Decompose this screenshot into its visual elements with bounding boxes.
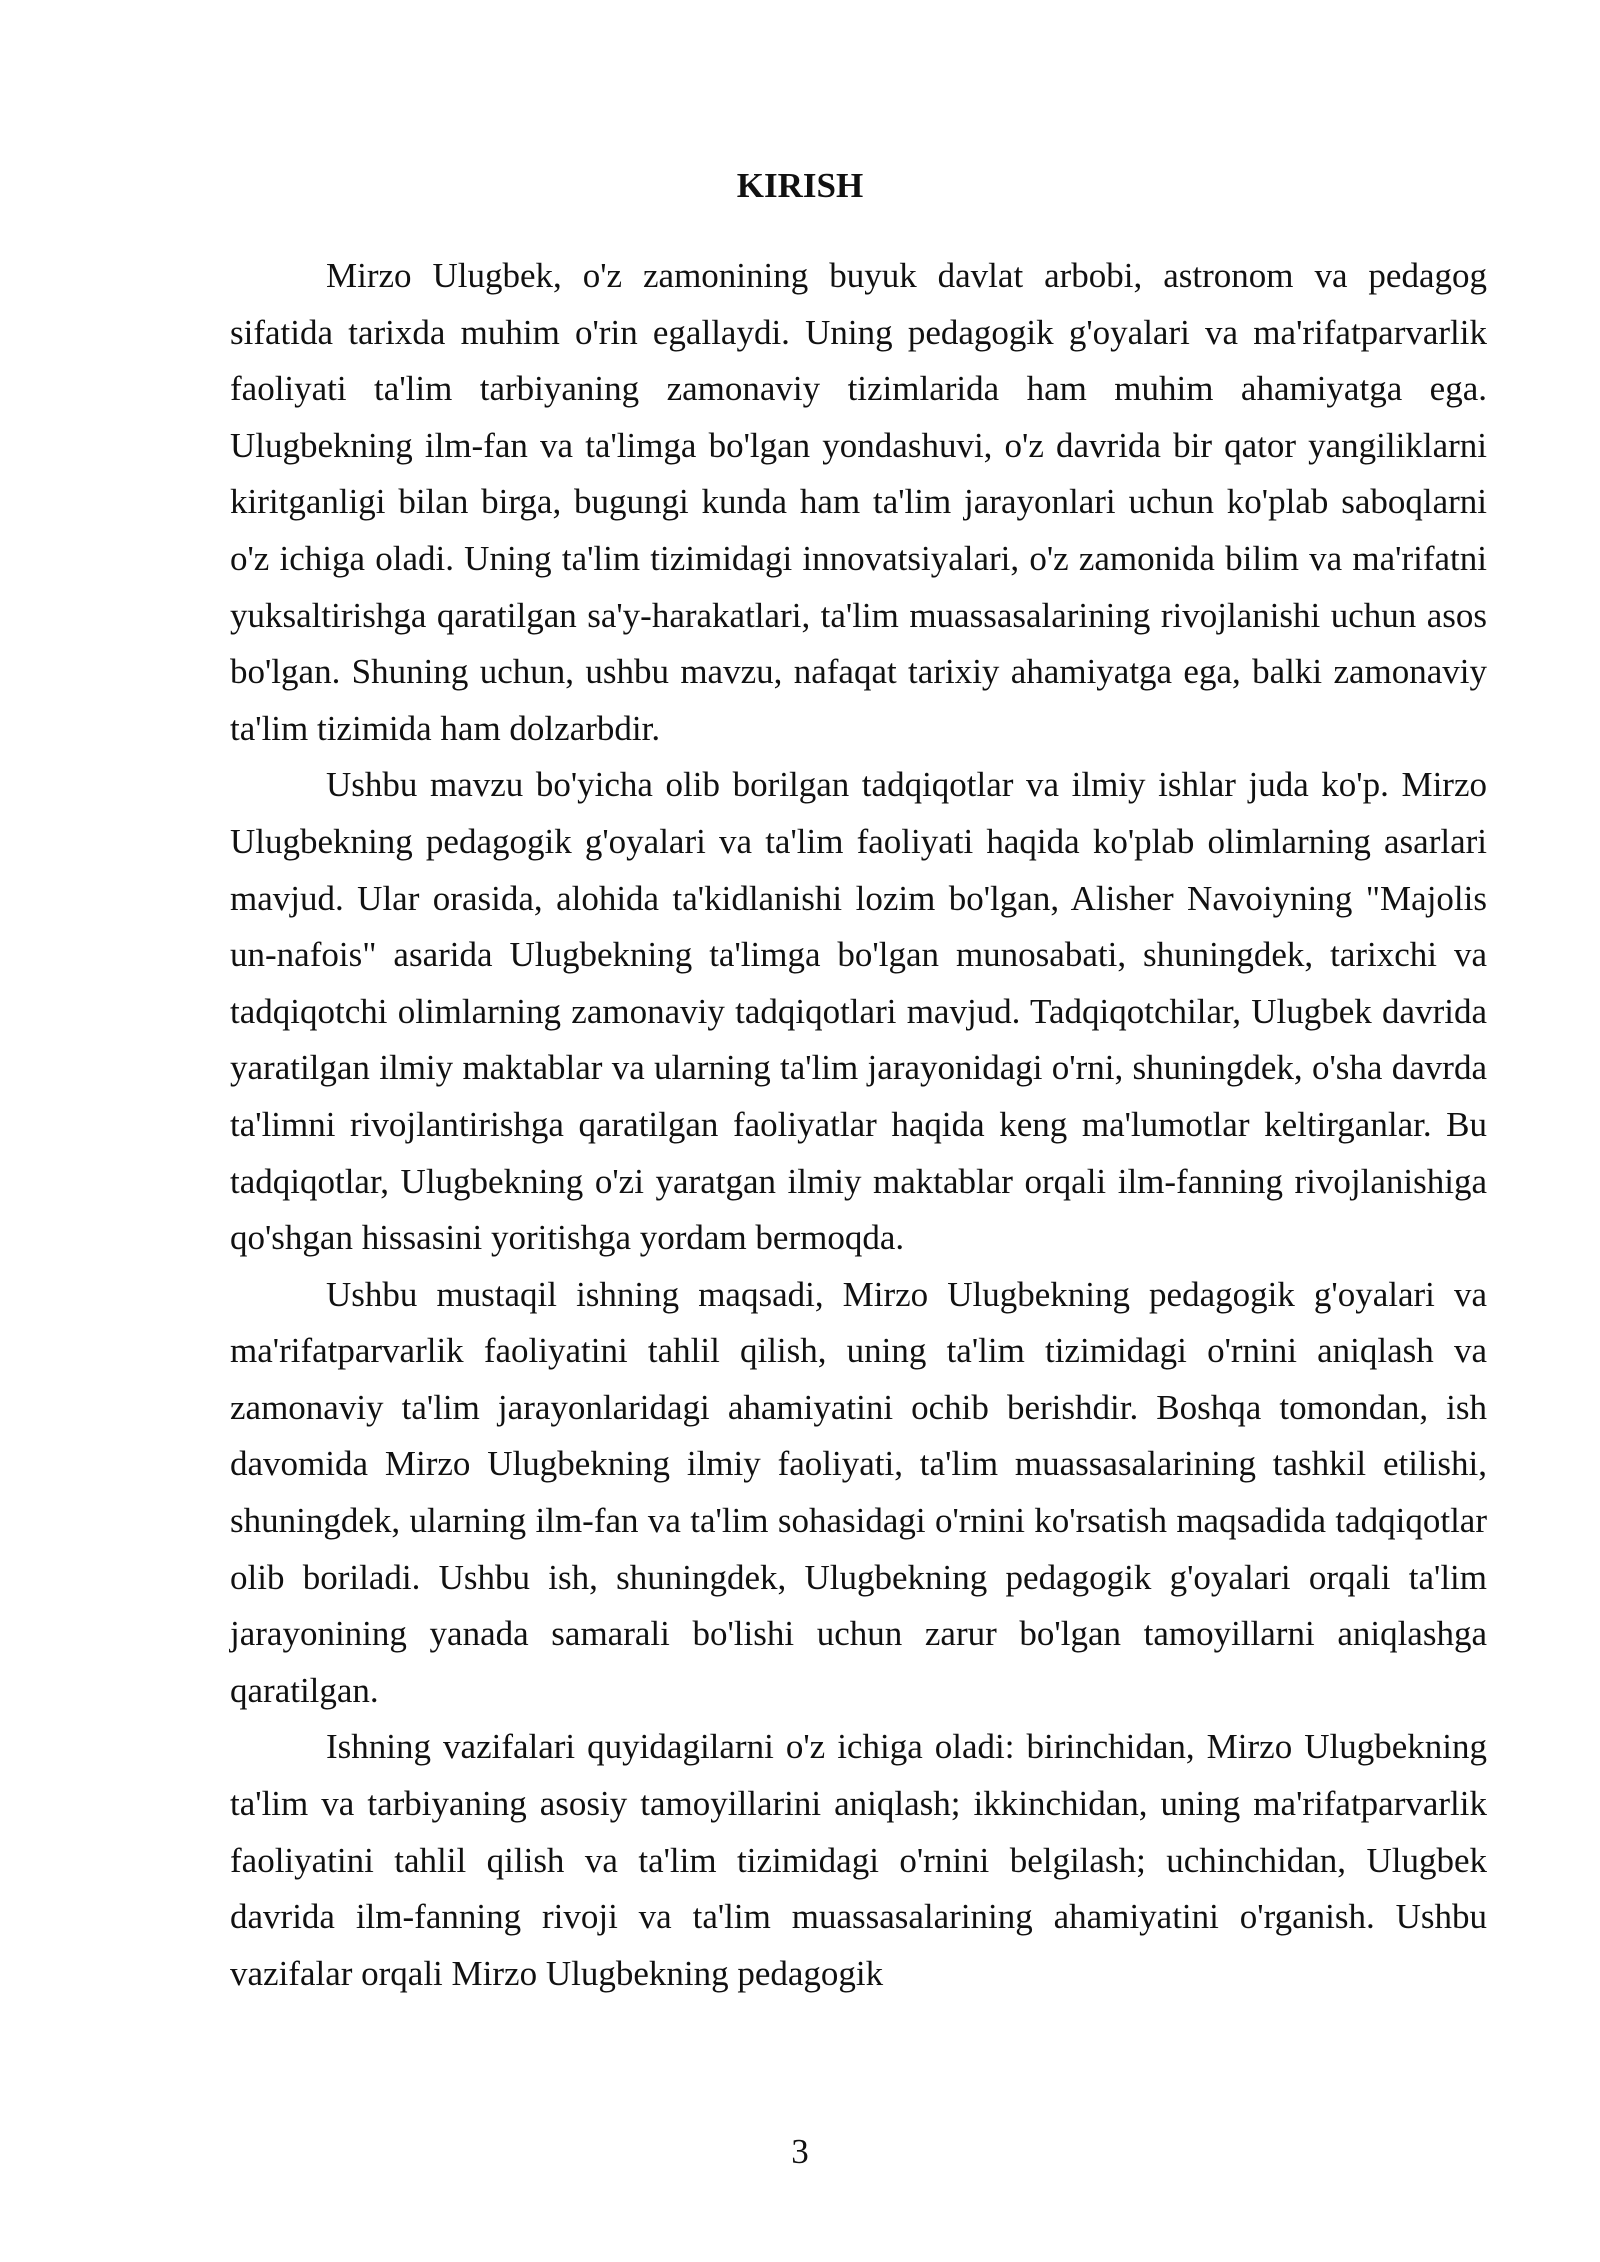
paragraph-3: Ushbu mustaqil ishning maqsadi, Mirzo Ulugbekning pedagogik g'oyalari va ma'rifatparvarlik faoliyatini tahlil qilish, uning ta'lim tizimidagi o'rnini aniqlash va zamonaviy ta'lim jarayonlaridagi ahamiyatini ochib berishdir. Boshqa tomondan, ish davomida Mirzo Ulugbekning ilmiy faoliyati, ta'lim muassasalarining tashkil etilishi, shuningdek, ularning ilm-fan va ta'lim sohasidagi o'rnini ko'rsatish maqsadida tadqiqotlar olib boriladi. Ushbu ish, shuningdek, Ulugbekning pedagogik g'oyalari orqali ta'lim jarayonining yanada samarali bo'lishi uchun zarur bo'lgan tamoyillarni aniqlashga qaratilgan.: [230, 1274, 1487, 1710]
page-number: 3: [791, 2132, 809, 2171]
section-title: KIRISH: [736, 166, 864, 205]
body-text: [230, 248, 1487, 2002]
paragraph-4: Ishning vazifalari quyidagilarni o'z ichiga oladi: birinchidan, Mirzo Ulugbekning ta'lim va tarbiyaning asosiy tamoyillarini aniqlash; ikkinchidan, uning ma'rifatparvarlik faoliyatini tahlil qilish va ta'lim tizimidagi o'rnini belgilash; uchinchidan, Ulugbek davrida ilm-fanning rivoji va ta'lim muassasalarining ahamiyatini o'rganish. Ushbu vazifalar orqali Mirzo Ulugbekning pedagogik: [230, 1727, 1487, 1993]
paragraph-2: Ushbu mavzu bo'yicha olib borilgan tadqiqotlar va ilmiy ishlar juda ko'p. Mirzo Ulugbekning pedagogik g'oyalari va ta'lim faoliyati haqida ko'plab olimlarning asarlari mavjud. Ular orasida, alohida ta'kidlanishi lozim bo'lgan, Alisher Navoiyning "Majolis un-nafois" asarida Ulugbekning ta'limga bo'lgan munosabati, shuningdek, tarixchi va tadqiqotchi olimlarning zamonaviy tadqiqotlari mavjud. Tadqiqotchilar, Ulugbek davrida yaratilgan ilmiy maktablar va ularning ta'lim jarayonidagi o'rni, shuningdek, o'sha davrda ta'limni rivojlantirishga qaratilgan faoliyatlar haqida keng ma'lumotlar keltirganlar. Bu tadqiqotlar, Ulugbekning o'zi yaratgan ilmiy maktablar orqali ilm-fanning rivojlanishiga qo'shgan hissasini yoritishga yordam bermoqda.: [230, 765, 1487, 1258]
paragraph-1: Mirzo Ulugbek, o'z zamonining buyuk davlat arbobi, astronom va pedagog sifatida tarixda muhim o'rin egallaydi. Uning pedagogik g'oyalari va ma'rifatparvarlik faoliyati ta'lim tarbiyaning zamonaviy tizimlarida ham muhim ahamiyatga ega. Ulugbekning ilm-fan va ta'limga bo'lgan yondashuvi, o'z davrida bir qator yangiliklarni kiritganligi bilan birga, bugungi kunda ham ta'lim jarayonlari uchun ko'plab saboqlarni o'z ichiga oladi. Uning ta'lim tizimidagi innovatsiyalari, o'z zamonida bilim va ma'rifatni yuksaltirishga qaratilgan sa'y-harakatlari, ta'lim muassasalarining rivojlanishi uchun asos bo'lgan. Shuning uchun, ushbu mavzu, nafaqat tarixiy ahamiyatga ega, balki zamonaviy ta'lim tizimida ham dolzarbdir.: [230, 256, 1487, 748]
